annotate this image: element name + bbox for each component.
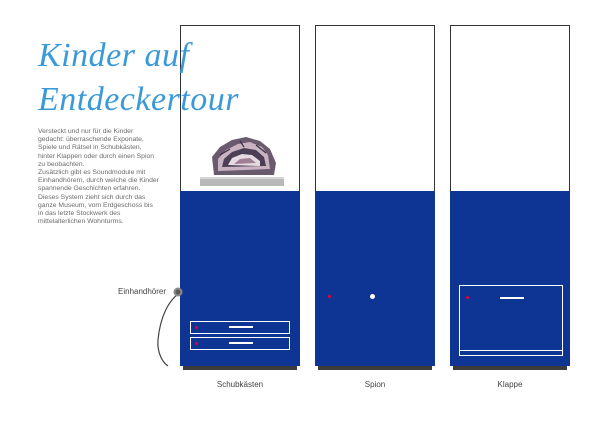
intro-paragraph: Zusätzlich gibt es Soundmodule mit Einhandhörern, durch welche die Kinder spannende Geschichten erfahren. [38,169,159,193]
unit-caption: Klappe [497,380,523,389]
intro-paragraph: Dieses System zieht sich durch das ganze Museum, vom Erdgeschoss bis in das letzte Stockwerk des mittelalterlichen Wohnturms. [38,193,153,226]
unit-caption: Spion [364,380,386,389]
earpiece-label: Einhandhörer [118,287,167,296]
unit-caption: Schubkästen [216,380,264,389]
intro-paragraph: Versteckt und nur für die Kinder gedacht: überraschende Exponate, Spiele und Rätsel in Schubkästen, hinter Klappen oder durch einen Spion zu beobachten. [38,128,155,168]
title-line-1: Kinder auf [38,37,190,74]
title-line-2: Entdeckertour [38,81,239,118]
